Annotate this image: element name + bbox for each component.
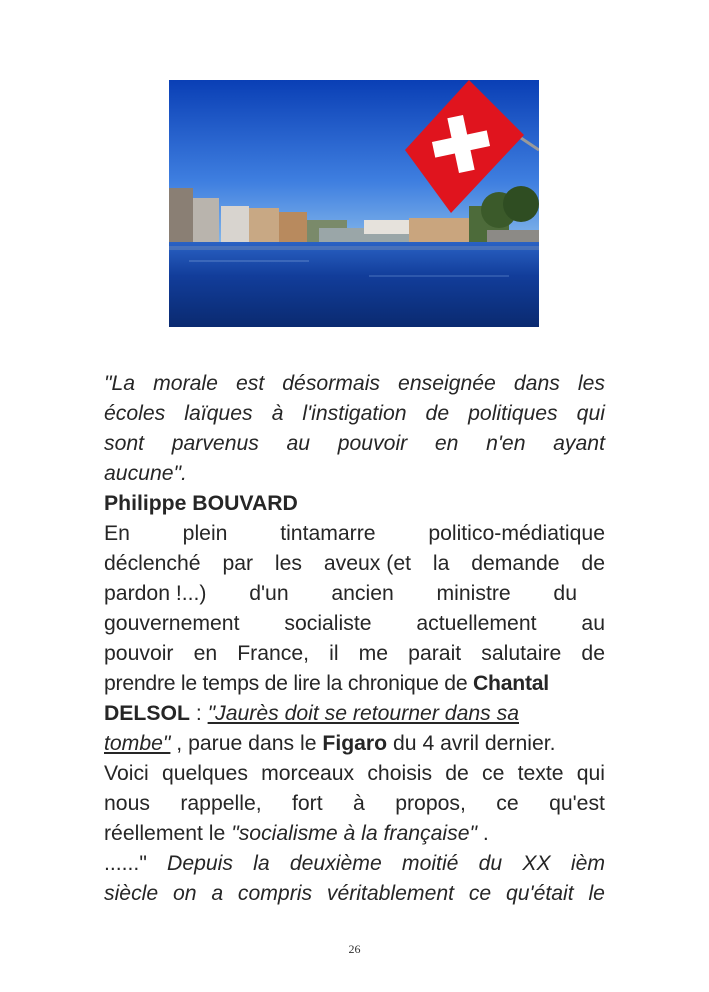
word: véritablement	[326, 882, 455, 905]
word: de	[581, 642, 605, 665]
paragraph-line	[104, 699, 605, 729]
word: laïques	[184, 402, 253, 425]
word: de	[425, 402, 450, 425]
word: en	[193, 642, 218, 665]
word: ce	[496, 792, 519, 815]
word: n'en	[486, 432, 526, 455]
word: de	[581, 552, 605, 575]
text-run: , parue dans le	[170, 732, 323, 755]
paragraph-line	[104, 519, 605, 549]
word: quelques	[161, 762, 248, 785]
author-last-name: BOUVARD	[192, 492, 298, 515]
quote-line	[104, 429, 605, 459]
word: du	[478, 852, 503, 875]
word: ièm	[570, 852, 605, 875]
word: aucune".	[104, 462, 187, 485]
word: parvenus	[171, 432, 259, 455]
word: socialiste	[284, 612, 372, 635]
paragraph-line	[104, 669, 605, 699]
word: à	[353, 792, 365, 815]
word: demande	[471, 552, 560, 575]
word: choisis	[367, 762, 433, 785]
word: compris	[237, 882, 313, 905]
quote-line	[104, 399, 605, 429]
ellipsis: ......"	[104, 852, 147, 875]
quote-line	[104, 369, 605, 399]
word: sont	[104, 432, 145, 455]
word: actuellement	[416, 612, 537, 635]
text-run: prendre le temps de lire la chronique de	[104, 672, 473, 695]
word: enseignée	[398, 372, 496, 395]
word: texte	[517, 762, 564, 785]
quoted-phrase: "socialisme à la française"	[231, 822, 478, 845]
word: ayant	[553, 432, 605, 455]
text-run: .	[477, 822, 489, 845]
page-number: 26	[348, 942, 361, 956]
word: qui	[576, 762, 605, 785]
word: l'instigation	[302, 402, 407, 425]
photo-illustration	[169, 80, 539, 327]
word: nous	[104, 792, 150, 815]
author-first-name: Philippe	[104, 492, 187, 515]
article-title-link[interactable]: tombe"	[104, 732, 171, 755]
word: pouvoir	[104, 642, 174, 665]
word: les	[577, 372, 605, 395]
paragraph-line	[104, 729, 605, 759]
author-first-name-bold: Chantal	[473, 672, 549, 695]
word: du	[553, 582, 577, 605]
word: pouvoir	[337, 432, 408, 455]
word: a	[211, 882, 224, 905]
word: dans	[513, 372, 560, 395]
word: au	[581, 612, 605, 635]
word: la	[253, 852, 270, 875]
word: ancien	[331, 582, 394, 605]
word: par	[222, 552, 254, 575]
geneva-lake-photo	[169, 80, 539, 327]
word: moitié	[401, 852, 459, 875]
word: tintamarre	[280, 522, 376, 545]
word: qu'est	[549, 792, 605, 815]
word: deuxième	[289, 852, 382, 875]
word: la	[432, 552, 450, 575]
word: on	[172, 882, 197, 905]
word: morale	[153, 372, 218, 395]
word: morceaux	[261, 762, 355, 785]
word: France,	[237, 642, 310, 665]
word: pardon !...)	[104, 582, 207, 605]
word: "La	[104, 372, 136, 395]
author-last-name-bold: DELSOL	[104, 702, 190, 725]
word: propos,	[395, 792, 466, 815]
paragraph-line	[104, 849, 605, 879]
word: déclenché	[104, 552, 201, 575]
paragraph-line	[104, 579, 605, 609]
word: est	[235, 372, 265, 395]
paragraph-line	[104, 759, 605, 789]
word: le	[588, 882, 605, 905]
word: il	[329, 642, 339, 665]
quote-author	[104, 489, 605, 519]
text-run: réellement le	[104, 822, 232, 845]
text-run: :	[189, 702, 208, 725]
paragraph-line	[104, 879, 605, 909]
word: d'un	[249, 582, 289, 605]
paragraph-line	[104, 819, 605, 849]
word: les	[274, 552, 303, 575]
word: désormais	[282, 372, 380, 395]
quote-line	[104, 459, 605, 489]
word: ce	[468, 882, 492, 905]
paragraph-line	[104, 549, 605, 579]
word: plein	[182, 522, 228, 545]
word: rappelle,	[180, 792, 262, 815]
word: gouvernement	[104, 612, 240, 635]
paragraph-line	[104, 789, 605, 819]
paragraph-line	[104, 609, 605, 639]
newspaper-name: Figaro	[322, 732, 388, 755]
word: ministre	[436, 582, 511, 605]
word: à	[271, 402, 284, 425]
word: Voici	[104, 762, 149, 785]
word: fort	[292, 792, 323, 815]
paragraph-line	[104, 639, 605, 669]
text-run: du 4 avril dernier.	[387, 732, 556, 755]
word: me	[358, 642, 389, 665]
word: au	[286, 432, 311, 455]
word: parait	[408, 642, 462, 665]
word: de	[445, 762, 469, 785]
word: en	[434, 432, 459, 455]
word: qu'était	[505, 882, 574, 905]
article-title-link[interactable]: "Jaurès doit se retourner dans sa	[207, 702, 519, 725]
word: écoles	[104, 402, 166, 425]
word: siècle	[104, 882, 159, 905]
word: XX	[522, 852, 551, 875]
word: Depuis	[167, 852, 233, 875]
word: salutaire	[481, 642, 562, 665]
word: politiques	[468, 402, 558, 425]
word: aveux (et	[323, 552, 412, 575]
word: En	[104, 522, 130, 545]
word: ce	[482, 762, 505, 785]
word: qui	[576, 402, 605, 425]
article-text	[104, 369, 605, 909]
word: politico-médiatique	[428, 522, 605, 545]
